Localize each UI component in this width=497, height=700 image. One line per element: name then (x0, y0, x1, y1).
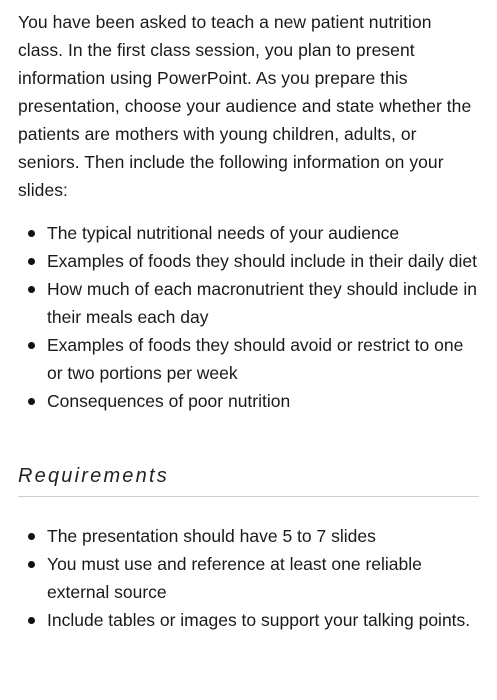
list-item (18, 550, 477, 606)
bullet-icon (28, 342, 35, 349)
intro-paragraph: You have been asked to teach a new patient nutrition class. In the first class session, you plan to present information using PowerPoint. As you prepare this presentation, choose your audience and state whether the patients are mothers with young children, adults, or seniors. Then include the following information on your slides: (18, 12, 472, 200)
list-item-text: The typical nutritional needs of your audience (47, 223, 400, 243)
list-item (18, 387, 477, 415)
list-item (18, 606, 477, 634)
list-item-text: The presentation should have 5 to 7 slides (47, 526, 376, 546)
requirements-heading: Requirements (18, 465, 169, 487)
bullet-icon (28, 230, 35, 237)
list-item (18, 275, 477, 331)
requirements-list (18, 522, 477, 634)
list-item-text: How much of each macronutrient they should include in their meals each day (47, 279, 477, 327)
list-item-text: Include tables or images to support your talking points. (47, 610, 471, 630)
bullet-icon (28, 258, 35, 265)
bullet-icon (28, 561, 35, 568)
list-item (18, 247, 477, 275)
bullet-icon (28, 398, 35, 405)
list-item-text: Examples of foods they should avoid or restrict to one or two portions per week (47, 335, 464, 383)
bullet-icon (28, 617, 35, 624)
list-item (18, 331, 477, 387)
section-divider (18, 496, 479, 497)
list-item (18, 522, 477, 550)
list-item (18, 219, 477, 247)
info-list (18, 219, 477, 415)
list-item-text: Examples of foods they should include in their daily diet (47, 251, 477, 271)
bullet-icon (28, 533, 35, 540)
list-item-text: You must use and reference at least one reliable external source (47, 554, 422, 602)
list-item-text: Consequences of poor nutrition (47, 391, 291, 411)
bullet-icon (28, 286, 35, 293)
